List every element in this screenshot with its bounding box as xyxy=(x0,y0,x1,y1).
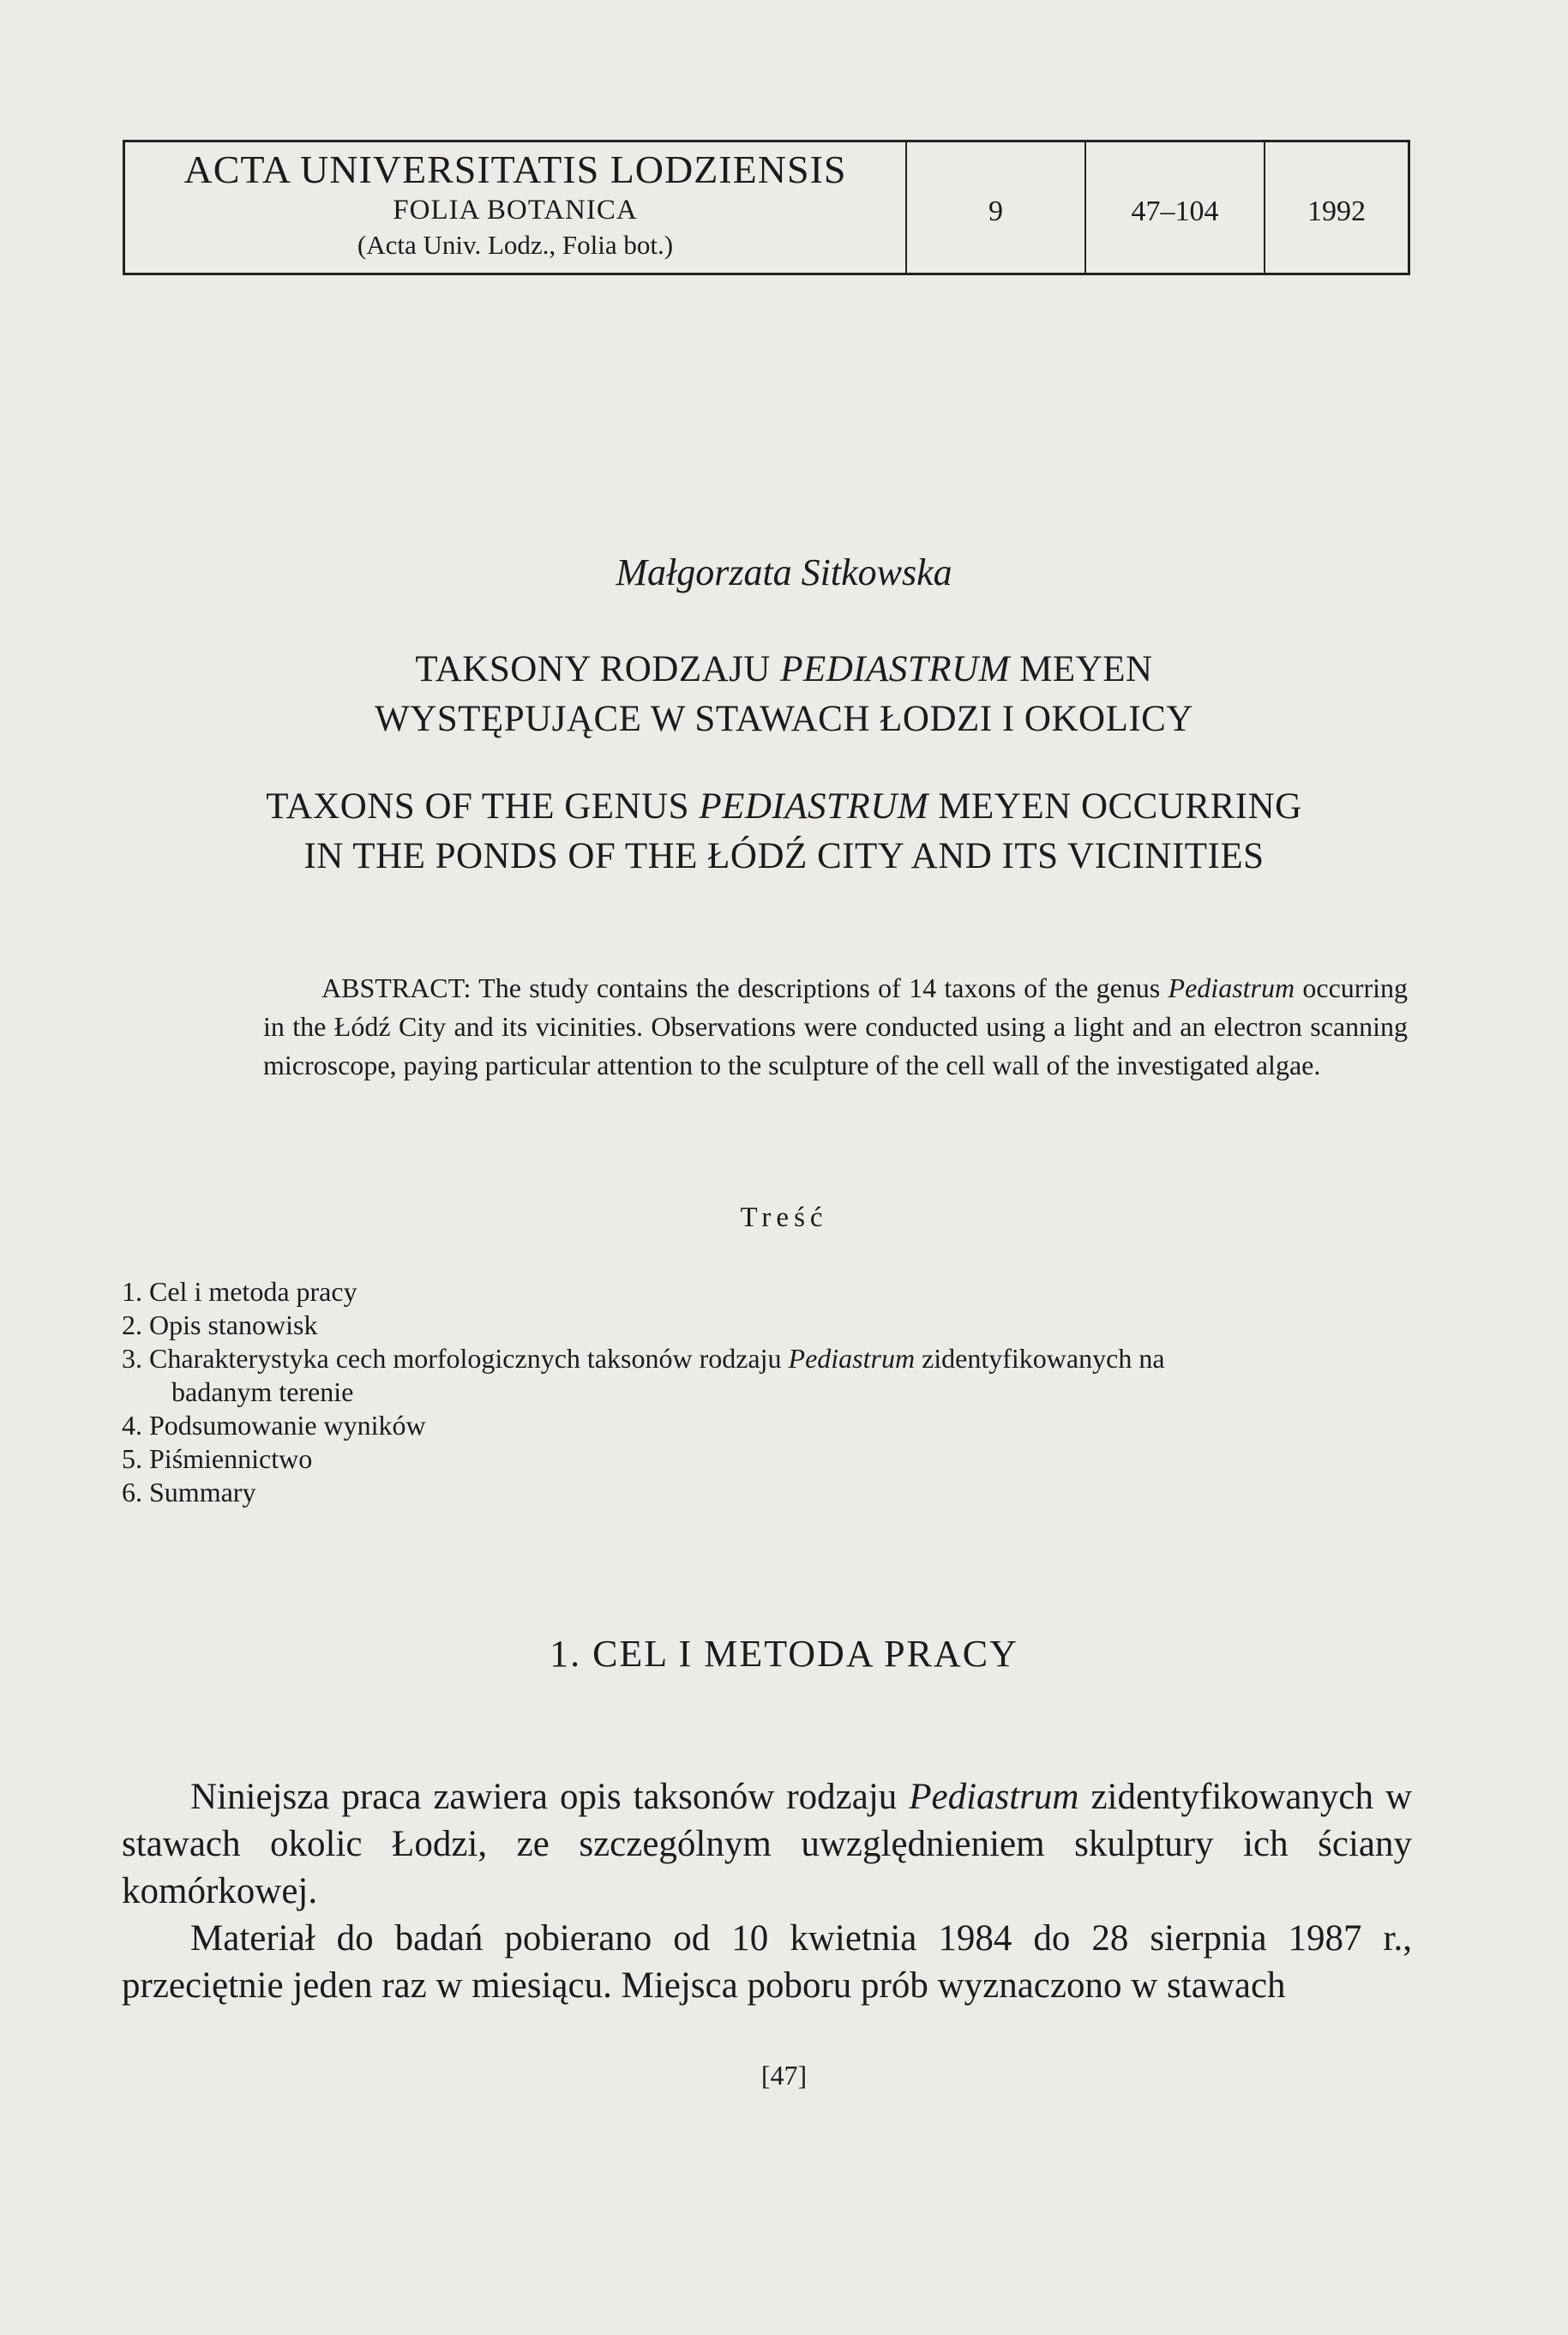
volume-number: 9 xyxy=(988,196,1003,227)
abstract: ABSTRACT: The study contains the descriptions of 14 taxons of the genus Pediastrum occurring in the Łódź City and its vicinities. Observations were conducted using a light and an electron scanning microscope, paying particular attention to the sculpture of the cell wall of the investigated algae. xyxy=(263,972,1409,1080)
journal-title: ACTA UNIVERSITATIS LODZIENSIS xyxy=(183,147,847,191)
title-english xyxy=(0,782,1568,882)
journal-abbreviation: (Acta Univ. Lodz., Folia bot.) xyxy=(357,230,674,260)
journal-info-cell xyxy=(125,142,907,273)
title-polish-line-2: WYSTĘPUJĄCE W STAWACH ŁODZI I OKOLICY xyxy=(375,699,1193,739)
toc-item: 5. Piśmiennictwo xyxy=(122,1443,313,1474)
journal-series: FOLIA BOTANICA xyxy=(393,195,638,226)
title-english-line-1: TAXONS OF THE GENUS PEDIASTRUM MEYEN OCCURRING xyxy=(266,786,1302,827)
toc-heading: Treść xyxy=(740,1202,828,1233)
title-english-line-2: IN THE PONDS OF THE ŁÓDŹ CITY AND ITS VICINITIES xyxy=(303,836,1265,876)
title-polish-line-1: TAKSONY RODZAJU PEDIASTRUM MEYEN xyxy=(415,649,1153,689)
journal-header-table xyxy=(123,140,1410,275)
page-range: 47–104 xyxy=(1131,196,1219,227)
toc-item: 4. Podsumowanie wyników xyxy=(122,1410,426,1441)
section-body xyxy=(122,1773,1412,2009)
toc-item: 2. Opis stanowisk xyxy=(122,1309,318,1340)
publication-year: 1992 xyxy=(1307,196,1366,227)
toc-item: 1. Cel i metoda pracy xyxy=(122,1276,357,1307)
body-paragraph: Materiał do badań pobierano od 10 kwietnia 1984 do 28 sierpnia 1987 r., przeciętnie jeden raz w miesiącu. Miejsca poboru prób wyznaczono w stawach xyxy=(122,1918,1412,2006)
pages-cell xyxy=(1086,142,1265,273)
year-cell xyxy=(1265,142,1408,273)
author-name: Małgorzata Sitkowska xyxy=(616,551,952,593)
volume-cell xyxy=(907,142,1086,273)
body-paragraph: Niniejsza praca zawiera opis taksonów rodzaju Pediastrum zidentyfikowanych w stawach okolic Łodzi, ze szczególnym uwzględnieniem skulptury ich ściany komórkowej. xyxy=(122,1777,1412,1911)
toc-item: 3. Charakterystyka cech morfologicznych taksonów rodzaju Pediastrum zidentyfikowanych na badanym terenie xyxy=(122,1343,1165,1407)
section-heading: 1. CEL I METODA PRACY xyxy=(550,1633,1018,1675)
toc-item: 6. Summary xyxy=(122,1477,256,1508)
title-polish xyxy=(0,645,1568,744)
page-number: [47] xyxy=(760,2060,808,2091)
table-of-contents xyxy=(122,1275,1408,1509)
